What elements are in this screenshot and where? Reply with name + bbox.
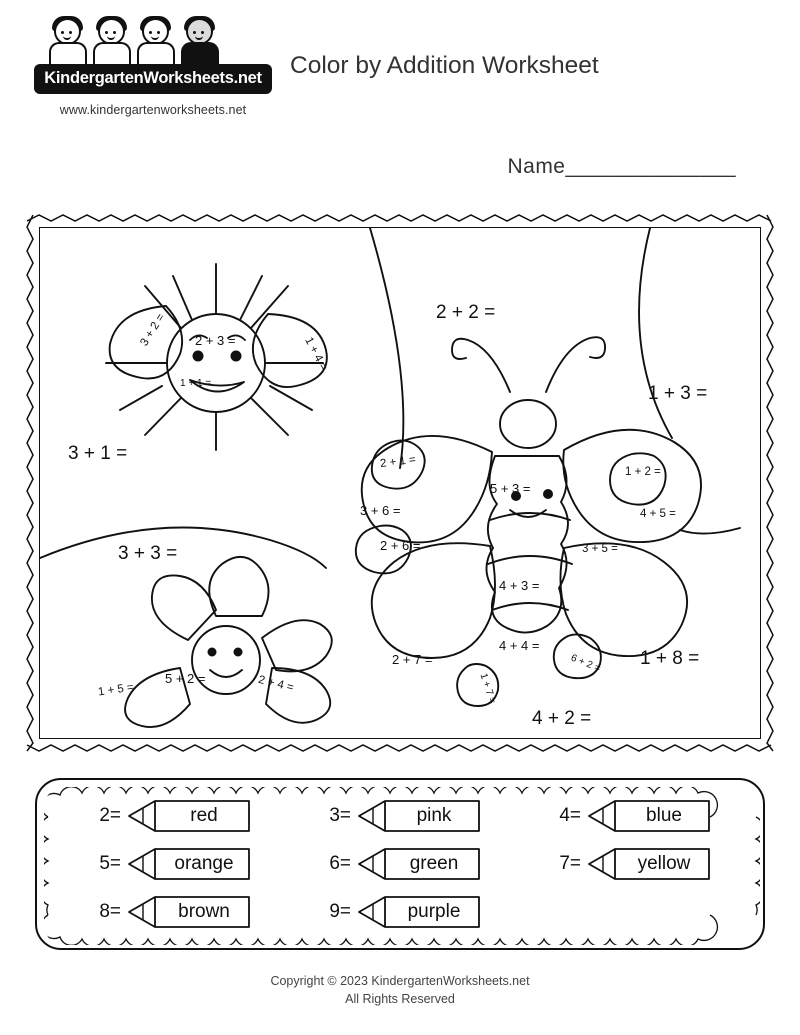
legend-number: 2= — [99, 805, 121, 826]
kids-illustration-icon — [46, 18, 261, 64]
equation-label: 4 + 4 = — [499, 638, 540, 653]
equation-label: 2 + 3 = — [195, 333, 236, 348]
site-logo — [28, 18, 278, 117]
legend-item — [317, 847, 483, 881]
equation-label: 2 + 4 = — [257, 673, 295, 695]
crayon-icon — [585, 799, 713, 833]
legend-color-name: brown — [178, 901, 230, 922]
legend-number: 8= — [99, 901, 121, 922]
equation-label: 5 + 3 = — [490, 481, 531, 496]
equation-label: 2 + 1 = — [379, 453, 417, 471]
crayon-icon — [355, 847, 483, 881]
legend-grid — [55, 792, 745, 936]
legend-number: 7= — [559, 853, 581, 874]
coloring-area — [39, 227, 761, 739]
equation-label: 1 + 2 = — [625, 466, 661, 478]
legend-color-name: blue — [646, 805, 682, 826]
legend-number: 9= — [329, 901, 351, 922]
equation-label: 1 + 3 = — [648, 383, 708, 404]
legend-color-name: orange — [174, 853, 234, 874]
equation-label: 3 + 6 = — [360, 503, 401, 518]
crayon-icon — [125, 799, 253, 833]
logo-text: KindergartenWorksheets.net — [44, 69, 262, 87]
equation-label: 3 + 5 = — [582, 543, 618, 555]
equation-label: 4 + 2 = — [532, 708, 592, 729]
equation-label: 4 + 5 = — [640, 508, 676, 520]
equation-label: 3 + 1 = — [68, 443, 128, 464]
logo-wordmark — [34, 64, 272, 94]
legend-color-name: pink — [416, 805, 452, 826]
copyright-line: Copyright © 2023 KindergartenWorksheets.net — [270, 974, 530, 988]
legend-number: 3= — [329, 805, 351, 826]
equation-label: 5 + 2 = — [165, 671, 206, 686]
crayon-icon — [125, 847, 253, 881]
legend-number: 4= — [559, 805, 581, 826]
rights-line: All Rights Reserved — [345, 992, 455, 1007]
equation-label: 3 + 3 = — [118, 543, 178, 564]
legend-color-name: yellow — [637, 853, 691, 874]
equation-label: 2 + 6 = — [380, 538, 421, 553]
equation-label: 1 + 1 = — [180, 378, 212, 389]
legend-number: 5= — [99, 853, 121, 874]
legend-item — [87, 847, 253, 881]
crayon-icon — [355, 895, 483, 929]
legend-item — [547, 847, 713, 881]
legend-number: 6= — [329, 853, 351, 874]
crayon-icon — [355, 799, 483, 833]
legend-color-name: purple — [407, 901, 461, 922]
legend-color-name: red — [190, 805, 218, 826]
equation-label: 2 + 7 = — [392, 652, 433, 667]
equation-label: 1 + 8 = — [640, 648, 700, 669]
legend-item — [547, 799, 713, 833]
color-key-legend — [35, 778, 765, 950]
legend-item — [317, 799, 483, 833]
equation-label: 3 + 2 = — [138, 311, 168, 349]
legend-color-name: green — [409, 853, 459, 874]
page-title: Color by Addition Worksheet — [290, 52, 599, 79]
equation-label: 1 + 7 = — [477, 671, 498, 706]
worksheet-frame — [25, 213, 775, 753]
site-url: www.kindergartenworksheets.net — [59, 103, 247, 117]
legend-item — [87, 895, 253, 929]
crayon-icon — [585, 847, 713, 881]
legend-item — [87, 799, 253, 833]
equation-label: 2 + 2 = — [436, 302, 496, 323]
page-header — [0, 0, 800, 150]
equation-label: 6 + 2 = — [569, 652, 603, 675]
name-field-label: Name______________ — [507, 155, 736, 178]
equation-label: 1 + 4 = — [302, 335, 330, 373]
equation-label: 1 + 5 = — [97, 681, 135, 699]
crayon-icon — [125, 895, 253, 929]
equation-label: 4 + 3 = — [499, 578, 540, 593]
legend-item — [317, 895, 483, 929]
page-footer — [0, 972, 800, 1008]
